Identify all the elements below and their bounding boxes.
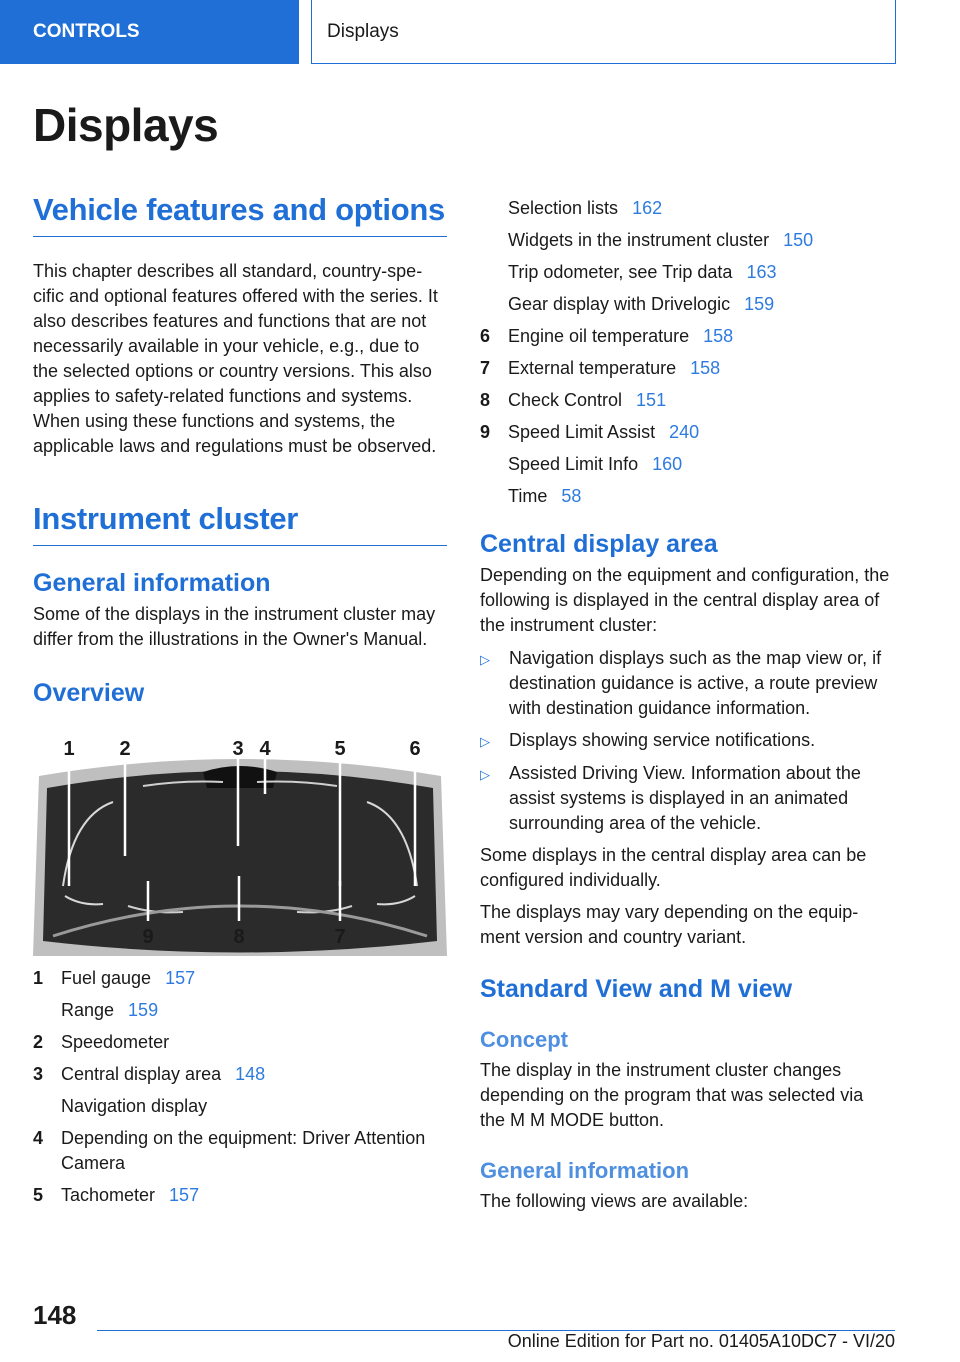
figure-label-5: 5 (334, 738, 346, 760)
item-number (33, 998, 61, 1023)
item-text: Selection lists (508, 198, 619, 218)
triangle-bullet-icon: ▷ (480, 652, 490, 667)
item-number (480, 260, 508, 285)
chapter-tab[interactable] (0, 0, 299, 64)
item-text: Widgets in the instrument cluster (508, 230, 770, 250)
item-text: Fuel gauge (61, 968, 152, 988)
page-ref-link[interactable]: 157 (165, 968, 196, 988)
list-item (480, 196, 892, 221)
central-display-heading: Central display area (480, 530, 718, 558)
item-number: 2 (33, 1032, 44, 1052)
figure-label-2: 2 (119, 738, 131, 760)
item-text: Speed Limit Assist (508, 422, 656, 442)
legend-list-right (480, 196, 892, 509)
page-ref-link[interactable]: 163 (746, 262, 777, 282)
bullet-text: Navigation displays such as the map view or, if destination guidance is active, a route preview with destination guidance information. (509, 648, 882, 718)
item-text: External temperature (508, 358, 677, 378)
configure-text: Some displays in the central display area can be configured individually. (480, 845, 867, 890)
list-item (33, 1126, 447, 1176)
triangle-bullet-icon: ▷ (480, 767, 490, 782)
item-text: Gear display with Drivelogic (508, 294, 731, 314)
page-ref-link[interactable]: 148 (235, 1064, 266, 1084)
item-number: 1 (33, 968, 44, 988)
list-item (480, 260, 892, 285)
list-item (480, 646, 892, 721)
list-item (33, 1030, 447, 1055)
page-ref-link[interactable]: 159 (744, 294, 775, 314)
page-ref-link[interactable]: 151 (636, 390, 667, 410)
item-number: 9 (480, 422, 491, 442)
item-text: Range (61, 1000, 115, 1020)
figure-label-4: 4 (259, 738, 271, 760)
list-item (480, 228, 892, 253)
item-number: 7 (480, 358, 491, 378)
general-info-text: Some of the displays in the instrument cluster may differ from the illustrations in the Owner's Manual. (33, 604, 436, 649)
page-title: Displays (33, 99, 219, 151)
triangle-bullet-icon: ▷ (480, 734, 490, 749)
page-ref-link[interactable]: 160 (652, 454, 683, 474)
list-item (33, 1094, 447, 1119)
item-text: Central display area (61, 1064, 222, 1084)
list-item (480, 728, 892, 754)
central-display-text: Depending on the equipment and configuration, the following is displayed in the central display area of the instrument cluster: (480, 565, 890, 635)
vary-text: The displays may vary depending on the equipment version and country variant. (480, 902, 859, 947)
item-text: Speed Limit Info (508, 454, 639, 474)
edition-text: Online Edition for Part no. 01405A10DC7 - VI/20 (507, 1331, 895, 1351)
item-number: 5 (33, 1185, 44, 1205)
right-column (480, 196, 892, 1214)
figure-label-6: 6 (409, 738, 421, 760)
left-column (33, 192, 447, 1215)
list-item (33, 966, 447, 991)
figure-label-9: 9 (142, 926, 154, 948)
list-item (480, 356, 892, 381)
instrument-cluster-figure (33, 736, 447, 956)
item-text: Speedometer (61, 1032, 170, 1052)
page-ref-link[interactable]: 240 (669, 422, 700, 442)
list-item (480, 292, 892, 317)
list-item (33, 1183, 447, 1208)
page-number: 148 (33, 1300, 77, 1330)
figure-label-8: 8 (233, 926, 245, 948)
item-number (480, 452, 508, 477)
item-number (480, 196, 508, 221)
features-heading: Vehicle features and options (33, 192, 447, 237)
item-number: 6 (480, 326, 491, 346)
bullet-text: Displays showing service notifications. (509, 730, 816, 750)
item-text: Depending on the equipment: Driver Attention Camera (61, 1128, 426, 1173)
item-text: Navigation display (61, 1096, 208, 1116)
page-ref-link[interactable]: 157 (169, 1185, 200, 1205)
list-item (480, 484, 892, 509)
item-number (480, 228, 508, 253)
legend-list-left (33, 966, 447, 1208)
list-item (480, 388, 892, 413)
item-number: 4 (33, 1128, 44, 1148)
list-item (480, 420, 892, 445)
item-number (33, 1094, 61, 1119)
page-ref-link[interactable]: 158 (703, 326, 734, 346)
section-header (311, 0, 896, 64)
standard-view-heading: Standard View and M view (480, 975, 793, 1003)
item-text: Check Control (508, 390, 623, 410)
general-info-2-heading: General information (480, 1158, 690, 1183)
item-number: 3 (33, 1064, 44, 1084)
list-item (480, 324, 892, 349)
features-text: This chapter describes all standard, country-specific and optional features offered with the series. It also describes features and functions that are not necessarily available in your vehicle, e.g., due to the selected options or country versions. This also applies to safety-related functions and systems. When using these functions and systems, the applicable laws and regulations must be observed. (33, 261, 438, 456)
page-ref-link[interactable]: 162 (632, 198, 663, 218)
general-info-heading: General information (33, 569, 271, 597)
list-item (33, 998, 447, 1023)
figure-label-7: 7 (334, 926, 346, 948)
bullet-text: Assisted Driving View. Information about the assist systems is displayed in an animated surrounding area of the vehicle. (509, 763, 861, 833)
item-text: Engine oil temperature (508, 326, 690, 346)
list-item (33, 1062, 447, 1087)
bullet-list (480, 646, 892, 836)
page-ref-link[interactable]: 159 (128, 1000, 159, 1020)
concept-heading: Concept (480, 1027, 568, 1052)
item-text: Trip odometer, see Trip data (508, 262, 733, 282)
item-number (480, 484, 508, 509)
figure-label-3: 3 (232, 738, 244, 760)
page-ref-link[interactable]: 158 (690, 358, 721, 378)
overview-heading: Overview (33, 679, 145, 707)
chapter-tab-label: CONTROLS (33, 21, 140, 42)
item-text: Tachometer (61, 1185, 156, 1205)
cluster-heading: Instrument cluster (33, 501, 447, 546)
list-item (480, 761, 892, 836)
item-number (480, 292, 508, 317)
general-info-2-text: The following views are available: (480, 1191, 749, 1211)
item-number: 8 (480, 390, 491, 410)
list-item (480, 452, 892, 477)
concept-text: The display in the instrument cluster changes depending on the program that was selected via the M M MODE button. (480, 1060, 864, 1130)
page-ref-link[interactable]: 150 (783, 230, 814, 250)
item-text: Time (508, 486, 548, 506)
figure-label-1: 1 (63, 738, 75, 760)
section-header-label: Displays (327, 20, 399, 42)
page-ref-link[interactable]: 58 (561, 486, 582, 506)
